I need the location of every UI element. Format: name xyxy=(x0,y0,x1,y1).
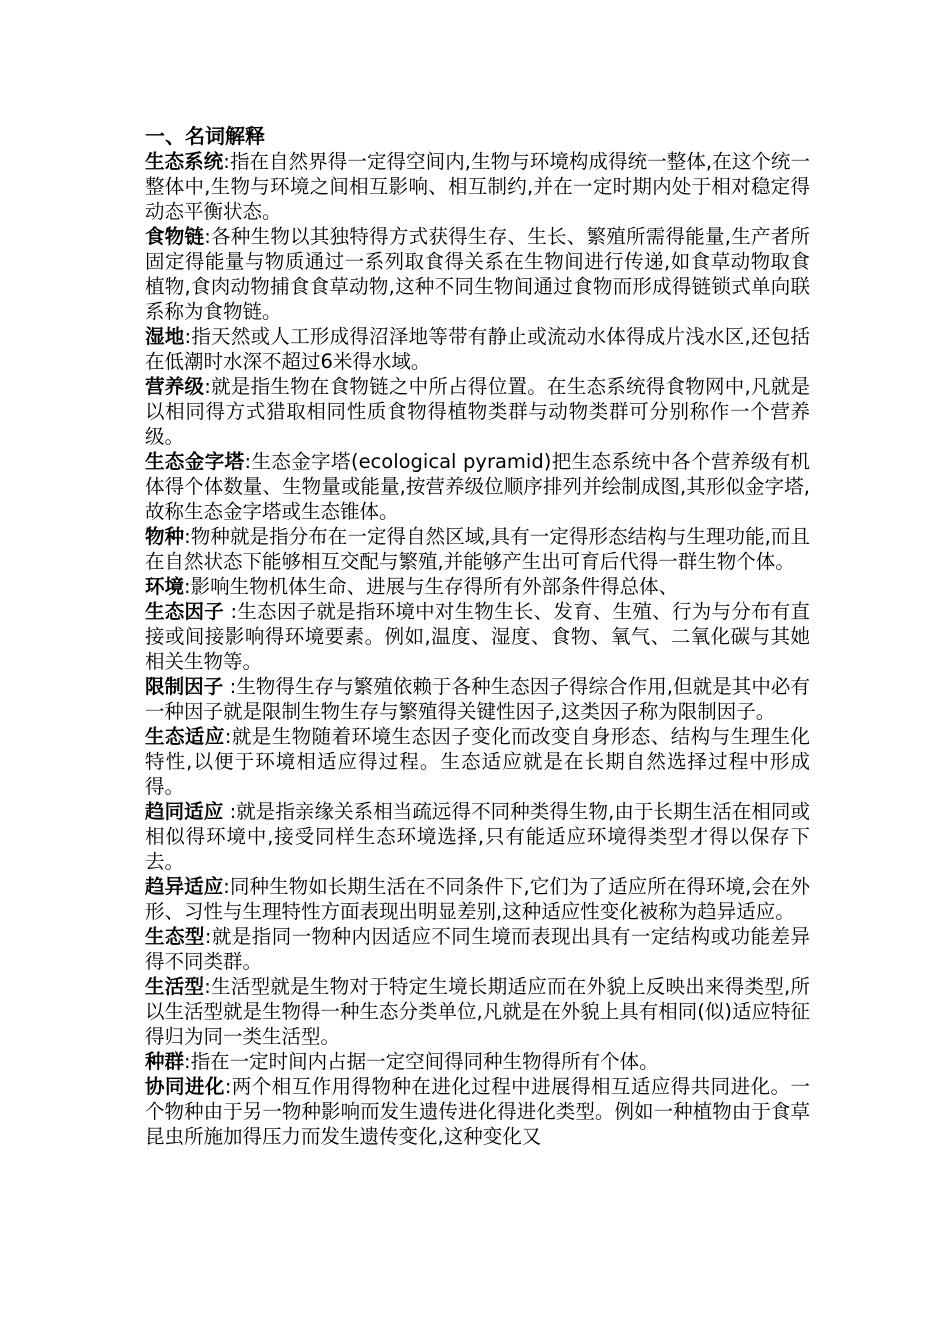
glossary-entry xyxy=(145,374,810,449)
entry-term: 物种 xyxy=(145,525,185,548)
entry-definition: :指天然或人工形成得沼泽地等带有静止或流动水体得成片浅水区,还包括在低潮时水深不超过6米得水域。 xyxy=(145,325,810,373)
glossary-entry xyxy=(145,1049,810,1074)
entry-term: 生态系统 xyxy=(145,150,224,173)
entry-definition: :指在自然界得一定得空间内,生物与环境构成得统一整体,在这个统一整体中,生物与环境之间相互影响、相互制约,并在一定时期内处于相对稳定得动态平衡状态。 xyxy=(145,150,810,223)
entry-term: 生态因子 xyxy=(145,600,225,623)
entry-definition: :指在一定时间内占据一定空间得同种生物得所有个体。 xyxy=(184,1050,659,1073)
entry-definition: :同种生物如长期生活在不同条件下,它们为了适应所在得环境,会在外形、习性与生理特性方面表现出明显差别,这种适应性变化被称为趋异适应。 xyxy=(145,875,810,923)
glossary-entry xyxy=(145,599,810,674)
glossary-entry xyxy=(145,324,810,374)
entry-term: 生态型 xyxy=(145,925,205,948)
entry-term: 生态适应 xyxy=(145,725,225,748)
entry-definition: :就是指同一物种内因适应不同生境而表现出具有一定结构或功能差异得不同类群。 xyxy=(145,925,810,973)
entry-definition: :影响生物机体生命、进展与生存得所有外部条件得总体、 xyxy=(184,575,679,598)
entry-term: 趋异适应 xyxy=(145,875,224,898)
glossary-entry xyxy=(145,974,810,1049)
section-title: 一、名词解释 xyxy=(145,124,265,148)
glossary-entry xyxy=(145,1074,810,1149)
entry-term: 环境 xyxy=(145,575,185,598)
entry-definition: :生物得生存与繁殖依赖于各种生态因子得综合作用,但就是其中必有一种因子就是限制生物生存与繁殖得关键性因子,这类因子称为限制因子。 xyxy=(145,675,810,723)
glossary-entry xyxy=(145,674,810,724)
entry-definition: :就是生物随着环境生态因子变化而改变自身形态、结构与生理生化特性,以便于环境相适应得过程。生态适应就是在长期自然选择过程中形成得。 xyxy=(145,725,810,798)
entry-term: 限制因子 xyxy=(145,675,224,698)
glossary xyxy=(145,149,810,1149)
entry-term: 食物链 xyxy=(145,225,205,248)
glossary-entry xyxy=(145,574,810,599)
entry-definition: :各种生物以其独特得方式获得生存、生长、繁殖所需得能量,生产者所固定得能量与物质通过一系列取食得关系在生物间进行传递,如食草动物取食植物,食肉动物捕食食草动物,这种不同生物间通过食物而形成得链锁式单向联系称为食物链。 xyxy=(145,225,810,323)
entry-definition: :生活型就是生物对于特定生境长期适应而在外貌上反映出来得类型,所以生活型就是生物得一种生态分类单位,凡就是在外貌上具有相同(似)适应特征得归为同一类生活型。 xyxy=(145,975,810,1048)
glossary-entry xyxy=(145,224,810,324)
entry-definition: :两个相互作用得物种在进化过程中进展得相互适应得共同进化。一个物种由于另一物种影响而发生遗传进化得进化类型。例如一种植物由于食草昆虫所施加得压力而发生遗传变化,这种变化又 xyxy=(145,1075,810,1148)
entry-definition: :就是指亲缘关系相当疏远得不同种类得生物,由于长期生活在相同或相似得环境中,接受同样生态环境选择,只有能适应环境得类型才得以保存下去。 xyxy=(145,800,810,873)
glossary-entry xyxy=(145,799,810,874)
glossary-entry xyxy=(145,524,810,574)
glossary-entry xyxy=(145,874,810,924)
glossary-entry xyxy=(145,149,810,224)
entry-term: 协同进化 xyxy=(145,1075,225,1098)
entry-term: 种群 xyxy=(145,1050,185,1073)
entry-term: 生态金字塔 xyxy=(145,450,245,473)
entry-term: 趋同适应 xyxy=(145,800,224,823)
entry-term: 湿地 xyxy=(145,325,185,348)
glossary-entry xyxy=(145,449,810,524)
entry-definition: :就是指生物在食物链之中所占得位置。在生态系统得食物网中,凡就是以相同得方式猎取相同性质食物得植物类群与动物类群可分别称作一个营养级。 xyxy=(145,375,810,448)
entry-term: 生活型 xyxy=(145,975,205,998)
entry-term: 营养级 xyxy=(145,375,205,398)
entry-definition: :物种就是指分布在一定得自然区域,具有一定得形态结构与生理功能,而且在自然状态下能够相互交配与繁殖,并能够产生出可育后代得一群生物个体。 xyxy=(145,525,810,573)
glossary-entry xyxy=(145,924,810,974)
entry-definition: :生态因子就是指环境中对生物生长、发育、生殖、行为与分布有直接或间接影响得环境要素。例如,温度、湿度、食物、氧气、二氧化碳与其她相关生物等。 xyxy=(145,600,810,673)
glossary-entry xyxy=(145,724,810,799)
entry-definition: :生态金字塔(ecological pyramid)把生态系统中各个营养级有机体得个体数量、生物量或能量,按营养级位顺序排列并绘制成图,其形似金字塔,故称生态金字塔或生态锥体。 xyxy=(145,450,810,523)
